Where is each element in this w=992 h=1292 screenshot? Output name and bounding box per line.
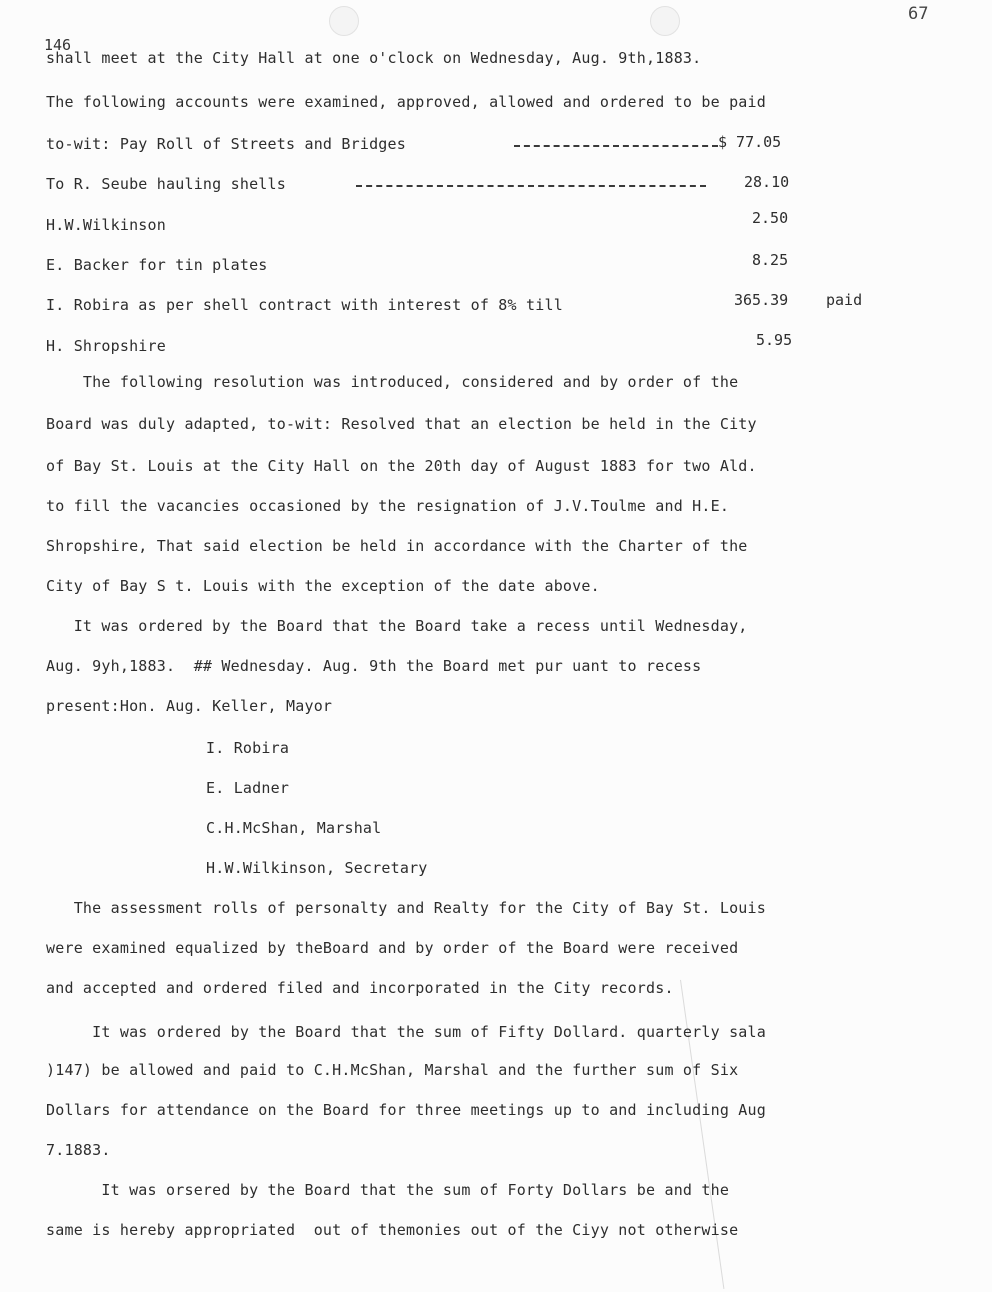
resolution-line: Shropshire, That said election be held in accordance with the Charter of the <box>46 537 748 555</box>
resolution-line: The following resolution was introduced, considered and by order of the <box>46 373 739 391</box>
punch-hole-right <box>650 6 680 36</box>
present-member: E. Ladner <box>206 779 290 797</box>
appropriation-line: It was orsered by the Board that the sum of Forty Dollars be and the <box>46 1181 730 1199</box>
appropriation-line: same is hereby appropriated out of themonies out of the Ciyy not otherwise <box>46 1221 739 1239</box>
account-label: I. Robira as per shell contract with interest of 8% till <box>46 296 563 314</box>
dash-leader <box>514 145 718 147</box>
present-member: H.W.Wilkinson, Secretary <box>206 859 428 877</box>
account-amount: 5.95 <box>756 331 793 349</box>
resolution-line: City of Bay S t. Louis with the exception of the date above. <box>46 577 600 595</box>
account-label: To R. Seube hauling shells <box>46 175 286 193</box>
recess-line: It was ordered by the Board that the Board take a recess until Wednesday, <box>46 617 748 635</box>
account-label: E. Backer for tin plates <box>46 256 268 274</box>
resolution-line: of Bay St. Louis at the City Hall on the 20th day of August 1883 for two Ald. <box>46 457 757 475</box>
resolution-line: Board was duly adapted, to-wit: Resolved that an election be held in the City <box>46 415 757 433</box>
account-label: H.W.Wilkinson <box>46 216 166 234</box>
dash-leader <box>356 185 706 187</box>
accounts-intro: The following accounts were examined, approved, allowed and ordered to be paid <box>46 93 766 111</box>
salary-line: )147) be allowed and paid to C.H.McShan, Marshal and the further sum of Six <box>46 1061 739 1079</box>
present-member: C.H.McShan, Marshal <box>206 819 382 837</box>
account-amount: 2.50 <box>752 209 789 227</box>
salary-line: Dollars for attendance on the Board for three meetings up to and including Aug <box>46 1101 766 1119</box>
resolution-line: to fill the vacancies occasioned by the resignation of J.V.Toulme and H.E. <box>46 497 730 515</box>
recess-line: present:Hon. Aug. Keller, Mayor <box>46 697 333 715</box>
salary-line: It was ordered by the Board that the sum of Fifty Dollard. quarterly sala <box>46 1023 766 1041</box>
salary-line: 7.1883. <box>46 1141 111 1159</box>
opening-line: shall meet at the City Hall at one o'clock on Wednesday, Aug. 9th,1883. <box>46 49 702 67</box>
assessment-line: and accepted and ordered filed and incorporated in the City records. <box>46 979 674 997</box>
page-number: 67 <box>908 4 929 24</box>
punch-hole-left <box>329 6 359 36</box>
recess-line: Aug. 9yh,1883. ## Wednesday. Aug. 9th the Board met pur uant to recess <box>46 657 702 675</box>
account-note: paid <box>826 291 863 309</box>
account-amount: 365.39 <box>734 291 789 309</box>
account-amount: 8.25 <box>752 251 789 269</box>
account-label: to-wit: Pay Roll of Streets and Bridges <box>46 135 406 153</box>
account-amount: $ 77.05 <box>718 133 782 151</box>
account-label: H. Shropshire <box>46 337 166 355</box>
assessment-line: were examined equalized by theBoard and by order of the Board were received <box>46 939 739 957</box>
ledger-number: 146 <box>44 36 72 54</box>
account-amount: 28.10 <box>744 173 790 191</box>
assessment-line: The assessment rolls of personalty and Realty for the City of Bay St. Louis <box>46 899 766 917</box>
present-member: I. Robira <box>206 739 290 757</box>
